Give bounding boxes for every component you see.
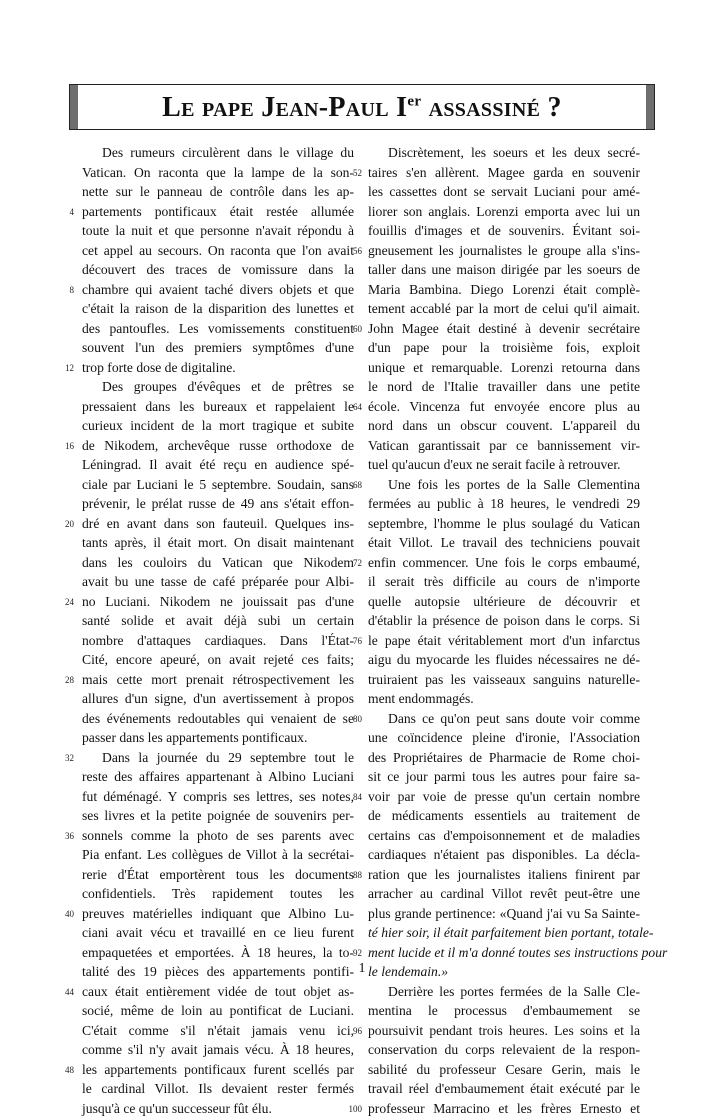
text-line: cet appel au secours. On raconta que l'on avait (82, 241, 354, 261)
text-line: toute la nuit et que personne n'avait répondu à (82, 221, 354, 241)
text-line: de médicaments essentiels au traitement de (368, 806, 640, 826)
page-title (70, 92, 654, 124)
text-line: fut déménagé. Y compris ses lettres, ses notes, (82, 787, 354, 807)
text-line: Derrière les portes fermées de la Salle Cle- (368, 982, 640, 1002)
line-number: 96 (342, 1026, 362, 1036)
text-line: taires s'en allèrent. Magee garda en souvenir (368, 163, 640, 183)
text-line: curieux incident de la mort tragique et subite (82, 416, 354, 436)
line-number: 68 (342, 480, 362, 490)
text-line: santé solide et avait déjà subi un certain (82, 611, 354, 631)
text-line: d'un pape pour la troisième fois, exploit (368, 338, 640, 358)
title-superscript: er (407, 94, 421, 110)
text-line: preuves matérielles indiquant que Albino Lu- (82, 904, 354, 924)
text-line: nette sur le panneau de contrôle dans les ap- (82, 182, 354, 202)
text-line: pressaient dans les bureaux et rappelaient le (82, 397, 354, 417)
text-line: truiraient pas les vaisseaux sanguins naturelle- (368, 670, 640, 690)
text-line: Discrètement, les soeurs et les deux secré- (368, 143, 640, 163)
text-line: tuel qu'aucun d'eux ne serait facile à retrouver. (368, 455, 640, 475)
line-number: 40 (54, 909, 74, 919)
line-number: 36 (54, 831, 74, 841)
text-line: ment endommagés. (368, 689, 640, 709)
text-line: allures d'un signe, d'un avertissement à propos (82, 689, 354, 709)
line-number: 60 (342, 324, 362, 334)
text-line: c'était la raison de la disparition des lunettes et (82, 299, 354, 319)
text-line: tement accablé par la mort de celui qu'il aimait. (368, 299, 640, 319)
text-line: fouillis d'images et de souvenirs. Évitant soi- (368, 221, 640, 241)
text-line: gneusement les journalistes le groupe alla s'ins- (368, 241, 640, 261)
line-number: 52 (342, 168, 362, 178)
text-line: sonnels comme la photo de ses parents avec (82, 826, 354, 846)
text-line: dré en avant dans son fauteuil. Quelques ins- (82, 514, 354, 534)
text-line: Vatican. On raconta que la lampe de la son- (82, 163, 354, 183)
line-number: 48 (54, 1065, 74, 1075)
text-line: sit ce jour parmi tous les autres pour faire sa- (368, 767, 640, 787)
text-line: chambre qui avaient taché divers objets et que (82, 280, 354, 300)
text-line: taller dans une maison dirigée par les soeurs de (368, 260, 640, 280)
line-number: 20 (54, 519, 74, 529)
text-line: talité des 19 pièces des appartements pontifi- (82, 962, 354, 982)
text-line: ment lucide et il m'a donné toutes ses instructions pour (368, 943, 640, 963)
line-number: 92 (342, 948, 362, 958)
text-line: rerie d'État emportèrent tous les documents (82, 865, 354, 885)
text-line: des Propriétaires de Pharmacie de Rome choi- (368, 748, 640, 768)
text-line: no Luciani. Nikodem ne jouissait pas d'une (82, 592, 354, 612)
text-line: cardiaques n'étaient pas disponibles. La décla- (368, 845, 640, 865)
text-line: fermées au public à 18 heures, le vendredi 29 (368, 494, 640, 514)
text-line: école. Vincenza fut envoyée encore plus au (368, 397, 640, 417)
line-number: 64 (342, 402, 362, 412)
line-number: 72 (342, 558, 362, 568)
text-line: nord dans un obscur couvent. L'appareil du (368, 416, 640, 436)
text-line: Maria Bambina. Diego Lorenzi était complè- (368, 280, 640, 300)
text-line: jusqu'à ce qu'un successeur fût élu. (82, 1099, 354, 1118)
line-number: 12 (54, 363, 74, 373)
text-line: Léningrad. Il avait été reçu en audience spé- (82, 455, 354, 475)
text-line: té hier soir, il était parfaitement bien portant, totale- (368, 923, 640, 943)
text-line: une coïncidence pleine d'ironie, l'Association (368, 728, 640, 748)
text-line: il serait très difficile au cours de n'importe (368, 572, 640, 592)
text-line: poursuivit pendant trois heures. Les soins et la (368, 1021, 640, 1041)
line-number: 28 (54, 675, 74, 685)
text-line: des pantoufles. Les vomissements constituent (82, 319, 354, 339)
text-line: les appartements pontificaux furent scellés par (82, 1060, 354, 1080)
text-line: septembre, l'homme le plus soulagé du Vatican (368, 514, 640, 534)
text-line: Pia enfant. Les collègues de Villot à la secrétai- (82, 845, 354, 865)
text-line: confidentiels. Très rapidement toutes les (82, 884, 354, 904)
text-line: certains cas d'empoisonnement et de maladies (368, 826, 640, 846)
text-line: les cassettes dont se servait Luciani pour amé- (368, 182, 640, 202)
text-line: prévenir, le prélat russe de 49 ans s'était effon- (82, 494, 354, 514)
text-line: ses livres et la petite poignée de souvenirs per- (82, 806, 354, 826)
text-line: découvert des traces de vomissure dans la (82, 260, 354, 280)
text-line: Vatican garantissait par ce bannissement vir- (368, 436, 640, 456)
text-line: arracher au cardinal Villot revêt peut-être une (368, 884, 640, 904)
text-line: était Villot. Le travail des techniciens pouvait (368, 533, 640, 553)
line-number: 100 (342, 1104, 362, 1114)
text-line: souvent l'un des premiers symptômes d'une (82, 338, 354, 358)
text-line: partements pontificaux était restée allumée (82, 202, 354, 222)
text-line: reste des affaires appartenant à Albino Luciani (82, 767, 354, 787)
text-line: sabilité du professeur Cesare Gerin, mais le (368, 1060, 640, 1080)
text-line: C'était comme s'il n'était jamais venu ici, (82, 1021, 354, 1041)
text-line: conservation du corps relevaient de la respon- (368, 1040, 640, 1060)
line-number: 16 (54, 441, 74, 451)
text-line: d'établir la présence de poison dans le corps. Si (368, 611, 640, 631)
text-line: aigu du myocarde les fluides nécessaires ne dé- (368, 650, 640, 670)
text-line: le pape était véritablement mort d'un infarctus (368, 631, 640, 651)
text-line: passer dans les appartements pontificaux. (82, 728, 354, 748)
text-line: nombre d'attaques cardiaques. Dans l'État- (82, 631, 354, 651)
text-line: Des rumeurs circulèrent dans le village du (82, 143, 354, 163)
text-line: plus grande pertinence: «Quand j'ai vu Sa Sainte- (368, 904, 640, 924)
text-line: voir par voie de presse qu'un certain nombre (368, 787, 640, 807)
line-number: 8 (54, 285, 74, 295)
text-line: ciani avait vécu et travaillé en ce lieu furent (82, 923, 354, 943)
text-line: le cardinal Villot. Ils devaient rester fermés (82, 1079, 354, 1099)
text-line: Dans la journée du 29 septembre tout le (82, 748, 354, 768)
text-line: Dans ce qu'on peut sans doute voir comme (368, 709, 640, 729)
text-line: dans les couloirs du Vatican que Nikodem (82, 553, 354, 573)
text-line: unique et remarquable. Lorenzi retourna dans (368, 358, 640, 378)
text-line: tants après, il était mort. On disait maintenant (82, 533, 354, 553)
text-line: le nord de l'Italie travailler dans une petite (368, 377, 640, 397)
text-line: travail réel d'embaumement était exécuté par le (368, 1079, 640, 1099)
text-line: Des groupes d'évêques et de prêtres se (82, 377, 354, 397)
text-line: enfin commencer. Une fois le corps embaumé, (368, 553, 640, 573)
line-number: 88 (342, 870, 362, 880)
text-line: trop forte dose de digitaline. (82, 358, 354, 378)
text-line: des événements redoutables qui venaient de se (82, 709, 354, 729)
title-main: Le pape Jean-Paul I (162, 92, 407, 123)
text-line: socié, même de loin au pontificat de Luciani. (82, 1001, 354, 1021)
line-number: 56 (342, 246, 362, 256)
text-line: liorer son anglais. Lorenzi emporta avec lui un (368, 202, 640, 222)
page-number: 1 (0, 961, 724, 977)
text-line: Une fois les portes de la Salle Clementina (368, 475, 640, 495)
text-line: avait bu une tasse de café préparée pour Albi- (82, 572, 354, 592)
text-line: ration que les journalistes italiens finirent par (368, 865, 640, 885)
line-number: 44 (54, 987, 74, 997)
text-line: John Magee était destiné à devenir secrétaire (368, 319, 640, 339)
line-number: 76 (342, 636, 362, 646)
text-line: empaquetées et emportées. À 18 heures, la to- (82, 943, 354, 963)
text-line: mais cette mort prenait rétrospectivement les (82, 670, 354, 690)
text-line: le lendemain.» (368, 962, 640, 982)
text-line: caux était entièrement vidée de tout objet as- (82, 982, 354, 1002)
line-number: 80 (342, 714, 362, 724)
text-line: comme s'il n'y avait jamais vécu. À 18 heures, (82, 1040, 354, 1060)
text-line: mentina le processus d'embaumement se (368, 1001, 640, 1021)
line-number: 84 (342, 792, 362, 802)
title-end: assassiné ? (421, 92, 562, 123)
text-line: ciale par Luciani le 5 septembre. Soudain, sans (82, 475, 354, 495)
text-line: quelle autopsie ultérieure de découvrir et (368, 592, 640, 612)
line-number: 24 (54, 597, 74, 607)
line-number: 32 (54, 753, 74, 763)
text-line: professeur Marracino et les frères Ernesto et (368, 1099, 640, 1118)
text-line: Cité, encore apeuré, on avait rejeté ces faits; (82, 650, 354, 670)
line-number: 4 (54, 207, 74, 217)
text-line: de Nikodem, archevêque russe orthodoxe de (82, 436, 354, 456)
title-box (69, 84, 655, 130)
